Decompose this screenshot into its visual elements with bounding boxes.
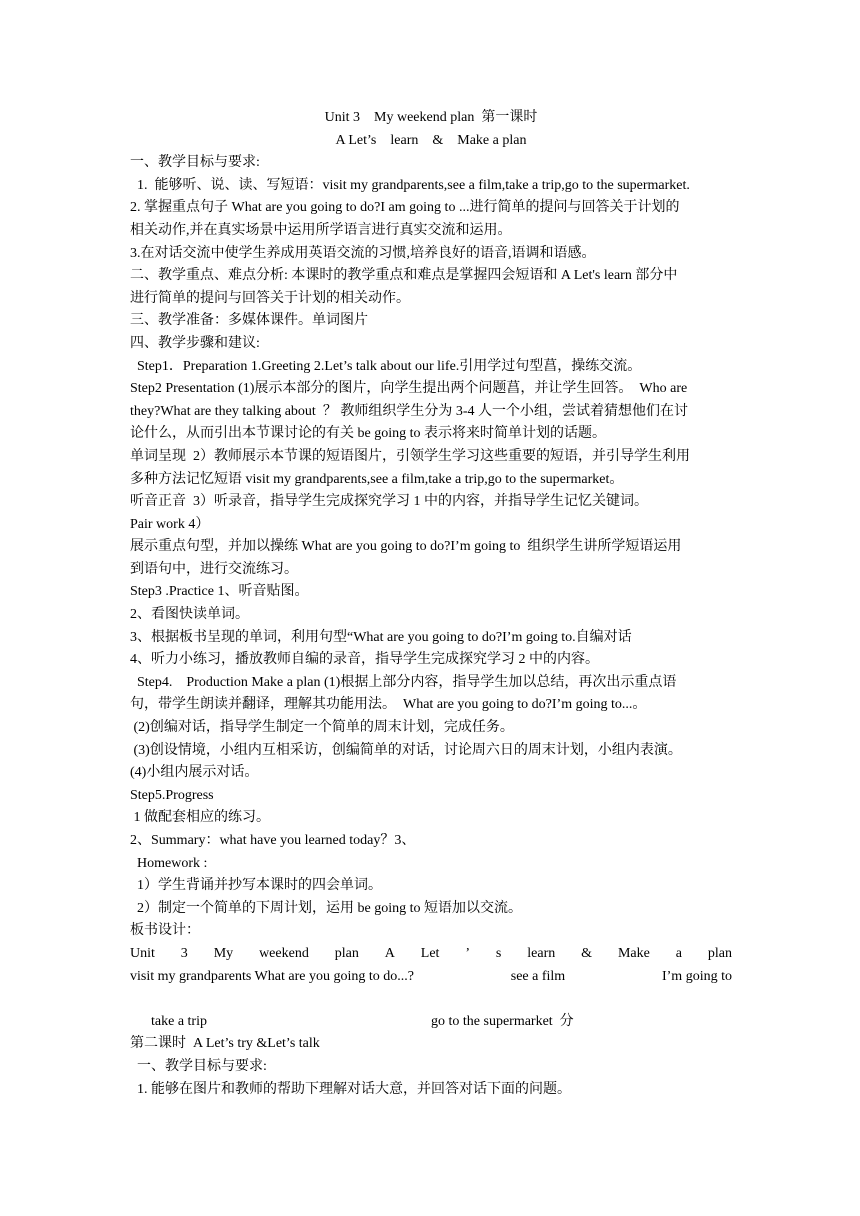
text-line: 到语句中，进行交流练习。 — [130, 561, 298, 577]
text-line: 2、Summary：what have you learned today？3、 — [130, 833, 416, 848]
board-phrase: see a film — [510, 968, 566, 984]
board-word: A — [384, 945, 395, 961]
board-word: learn — [527, 945, 556, 961]
text-line: 3、根据板书呈现的单词，利用句型“What are you going to do?I’m going to.自编对话 — [130, 629, 632, 645]
board-phrase: visit my grandparents What are you going to do...? — [130, 968, 414, 984]
board-word: a — [675, 945, 682, 961]
text-line: 展示重点句型，并加以操练 What are you going to do?I’m going to 组织学生讲所学短语运用 — [130, 539, 682, 555]
board-word: My — [213, 945, 234, 961]
text-line: 一、教学目标与要求: — [130, 155, 260, 171]
text-line: 听音正音 3）听录音，指导学生完成探究学习 1 中的内容，并指导学生记忆关键词。 — [130, 494, 648, 510]
text-line: they?What are they talking about ？ 教师组织学生分为 3-4 人一个小组，尝试着猜想他们在讨 — [130, 403, 688, 419]
title-line-1: Unit 3 My weekend plan 第一课时 — [324, 110, 538, 125]
text-line: Pair work 4） — [130, 516, 210, 532]
text-line: 1 做配套相应的练习。 — [130, 810, 270, 826]
text-line: 2、看图快读单词。 — [130, 607, 249, 623]
text-line: Step5.Progress — [130, 787, 214, 803]
text-line: Step4. Production Make a plan (1)根据上部分内容，指导学生加以总结，再次出示重点语 — [130, 674, 677, 690]
board-design-row-2 — [130, 966, 732, 989]
board-phrase: go to the supermarket 分 — [431, 1013, 574, 1029]
text-line: 2. 掌握重点句子 What are you going to do?I am going to ...进行简单的提问与回答关于计划的 — [130, 200, 680, 216]
title-line-2: A Let’s learn & Make a plan — [335, 132, 527, 148]
board-phrase: I’m going to — [661, 968, 732, 984]
text-line: 多种方法记忆短语 visit my grandparents,see a film,take a trip,go to the supermarket。 — [130, 471, 624, 487]
board-word: Unit — [130, 945, 155, 961]
text-line: (3)创设情境，小组内互相采访，创编简单的对话，讨论周六日的周末计划，小组内表演。 — [130, 742, 682, 758]
text-line: 相关动作,并在真实场景中运用所学语言进行真实交流和运用。 — [130, 222, 512, 238]
text-line: 板书设计： — [130, 923, 200, 939]
text-line: 1）学生背诵并抄写本课时的四会单词。 — [130, 878, 382, 894]
text-line: 句，带学生朗读并翻译，理解其功能用法。 What are you going to do?I’m going to...。 — [130, 697, 647, 713]
lesson-2-goal-heading: 一、教学目标与要求: — [130, 1058, 267, 1074]
text-line: 1. 能够听、说、读、写短语：visit my grandparents,see a film,take a trip,go to the supermarket. — [130, 177, 690, 193]
text-line: 四、教学步骤和建议: — [130, 335, 260, 351]
lesson-2-title: 第二课时 A Let’s try &Let’s talk — [130, 1036, 320, 1052]
board-word: plan — [707, 945, 732, 961]
board-word: Make — [617, 945, 650, 961]
text-line: Step2 Presentation (1)展示本部分的图片，向学生提出两个问题菖，并让学生回答。 Who are — [130, 381, 688, 397]
text-line: 二、教学重点、难点分析: 本课时的教学重点和难点是掌握四会短语和 A Let's learn 部分中 — [130, 268, 678, 284]
text-line: (2)创编对话，指导学生制定一个简单的周末计划，完成任务。 — [130, 720, 514, 736]
text-line: (4)小组内展示对话。 — [130, 765, 259, 781]
board-word: 3 — [180, 945, 188, 961]
text-line: 论什么，从而引出本节课讨论的有关 be going to 表示将来时简单计划的话题。 — [130, 426, 606, 442]
board-word: plan — [334, 945, 359, 961]
text-line: 2）制定一个简单的下周计划，运用 be going to 短语加以交流。 — [130, 900, 522, 916]
board-phrase: take a trip — [151, 1013, 207, 1029]
text-line: Homework : — [130, 855, 208, 871]
text-line: Step1．Preparation 1.Greeting 2.Let’s talk about our life.引用学过句型菖，操练交流。 — [130, 358, 642, 374]
board-word: Let — [420, 945, 440, 961]
text-line: 4、听力小练习，播放教师自编的录音，指导学生完成探究学习 2 中的内容。 — [130, 652, 599, 668]
lesson-2-goal-1: 1. 能够在图片和教师的帮助下理解对话大意，并回答对话下面的问题。 — [130, 1081, 571, 1097]
board-design-row-1 — [130, 943, 732, 966]
board-word: & — [581, 945, 593, 961]
board-design-row-3 — [130, 988, 732, 1029]
document-body — [130, 107, 732, 1101]
text-line: Step3 .Practice 1、听音贴图。 — [130, 584, 309, 600]
board-word: weekend — [259, 945, 309, 961]
text-line: 三、教学准备：多媒体课件。单词图片 — [130, 313, 368, 329]
board-word: s — [495, 945, 502, 961]
board-word: ’ — [465, 945, 471, 961]
text-line: 3.在对话交流中使学生养成用英语交流的习惯,培养良好的语音,语调和语感。 — [130, 245, 596, 261]
text-line: 单词呈现 2）教师展示本节课的短语图片，引领学生学习这些重要的短语，并引导学生利用 — [130, 448, 690, 464]
text-line: 进行简单的提问与回答关于计划的相关动作。 — [130, 290, 410, 306]
